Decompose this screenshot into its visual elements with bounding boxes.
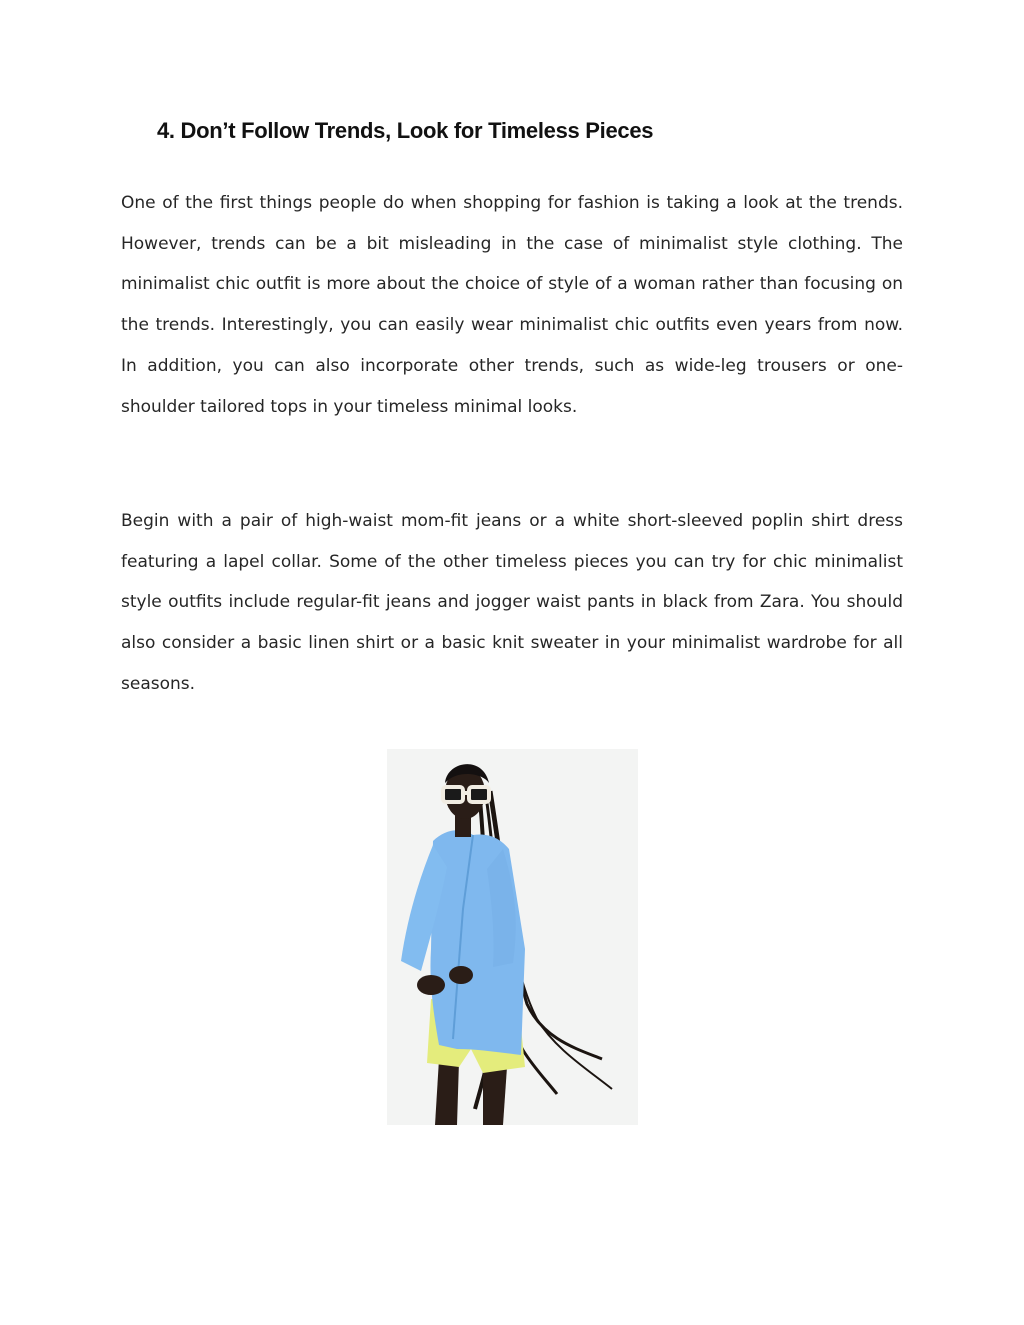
- paragraph-2: Begin with a pair of high-waist mom-fit jeans or a white short-sleeved poplin shirt dress featuring a lapel collar. Some of the other timeless pieces you can try for chic minimalist style outfits include regular-fit jeans and jogger waist pants in black from Zara. You should also consider a basic linen shirt or a basic knit sweater in your minimalist wardrobe for all seasons.: [121, 511, 903, 694]
- paragraph-1: One of the first things people do when shopping for fashion is taking a look at the trends. However, trends can be a bit misleading in the case of minimalist style clothing. The minimalist chic outfit is more about the choice of style of a woman rather than focusing on the trends. Interestingly, you can easily wear minimalist chic outfits even years from now. In addition, you can also incorporate other trends, such as wide-leg trousers or one-shoulder tailored tops in your timeless minimal looks.: [121, 193, 903, 417]
- model-illustration: [387, 749, 638, 1125]
- fashion-photo: [387, 749, 638, 1125]
- section-heading: 4. Don’t Follow Trends, Look for Timeless Pieces: [157, 118, 654, 143]
